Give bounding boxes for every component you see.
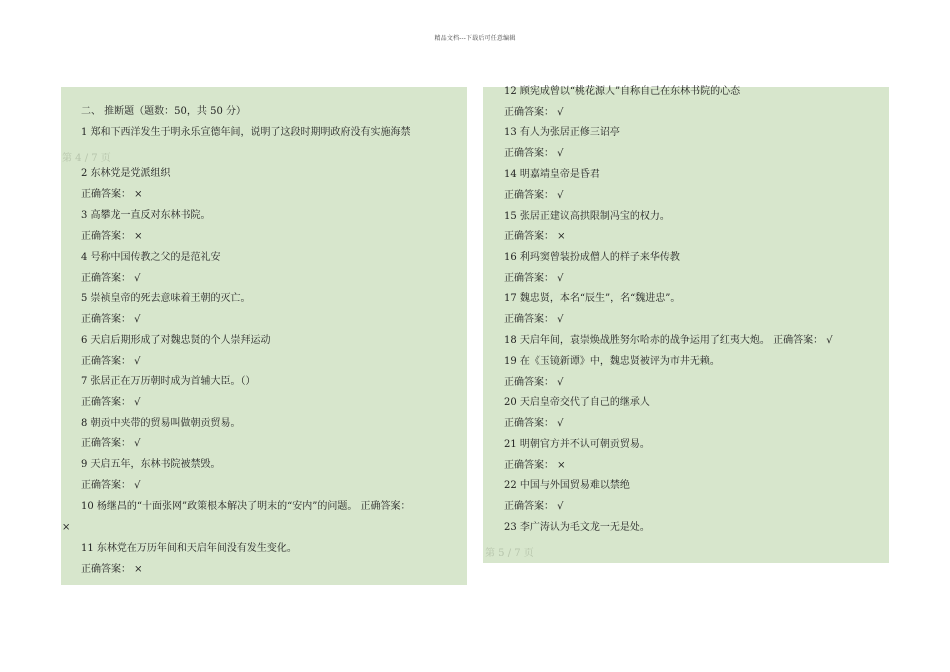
left-question-line: × [62,522,71,533]
right-question-line: 正确答案： √ [504,148,564,159]
right-question-line: 22 中国与外国贸易难以禁绝 [504,480,630,491]
left-question-line: 7 张居正在万历朝时成为首辅大臣。（） [81,376,256,387]
right-question-line: 正确答案： × [504,460,566,471]
right-question-line: 正确答案： √ [504,418,564,429]
left-question-line: 正确答案： √ [81,397,141,408]
right-question-line: 正确答案： √ [504,501,564,512]
left-question-line: 正确答案： √ [81,273,141,284]
left-question-line: 正确答案： × [81,564,143,575]
right-question-line: 23 李广涛认为毛文龙一无是处。 [504,522,650,533]
page-header: 精品文档---下载后可任意编辑 [434,35,516,42]
left-question-line: 正确答案： √ [81,480,141,491]
left-question-line: 正确答案： √ [81,314,141,325]
left-question-line: 4 号称中国传教之父的是范礼安 [81,252,221,263]
right-question-line: 12 顾宪成曾以“桃花源人”自称自己在东林书院的心态 [504,86,741,97]
left-question-line: 8 朝贡中夹带的贸易叫做朝贡贸易。 [81,418,241,429]
right-question-line: 正确答案： × [504,231,566,242]
left-question-line: 6 天启后期形成了对魏忠贤的个人崇拜运动 [81,335,271,346]
right-question-line: 17 魏忠贤，本名“辰生”，名“魏进忠”。 [504,293,681,304]
left-question-line: 10 杨继昌的“十面张网”政策根本解决了明末的“安内”的问题。 正确答案： [81,501,411,512]
right-question-line: 正确答案： √ [504,107,564,118]
right-question-line: 14 明嘉靖皇帝是昏君 [504,169,600,180]
left-question-line: 3 高攀龙一直反对东林书院。 [81,210,211,221]
right-question-line: 正确答案： √ [504,273,564,284]
page-marker-left: 第 4 / 7 页 [62,153,111,164]
left-question-line: 正确答案： × [81,231,143,242]
left-question-line: 11 东林党在万历年间和天启年间没有发生变化。 [81,543,297,554]
left-question-line: 9 天启五年，东林书院被禁毁。 [81,459,221,470]
right-question-line: 正确答案： √ [504,314,564,325]
right-question-line: 18 天启年间，袁崇焕战胜努尔哈赤的战争运用了红夷大炮。 正确答案： √ [504,335,833,346]
left-question-line: 正确答案： √ [81,356,141,367]
right-question-line: 正确答案： √ [504,190,564,201]
right-question-line: 13 有人为张居正修三诏亭 [504,127,620,138]
right-question-line: 20 天启皇帝交代了自己的继承人 [504,397,650,408]
right-question-line: 正确答案： √ [504,377,564,388]
page-marker-right: 第 5 / 7 页 [485,548,534,559]
left-question-line: 正确答案： × [81,189,143,200]
left-question-line: 5 崇祯皇帝的死去意味着王朝的灭亡。 [81,293,251,304]
left-question-line: 2 东林党是党派组织 [81,168,171,179]
left-question-line: 二、 推断题（题数：50，共 50 分） [81,106,246,117]
right-question-line: 19 在《玉镜新谭》中，魏忠贤被评为市井无赖。 [504,356,720,367]
right-question-line: 15 张居正建议高拱限制冯宝的权力。 [504,211,670,222]
left-question-line: 1 郑和下西洋发生于明永乐宣德年间，说明了这段时期明政府没有实施海禁 [81,127,411,138]
right-question-line: 21 明朝官方并不认可朝贡贸易。 [504,439,650,450]
left-question-line: 正确答案： √ [81,438,141,449]
right-question-line: 16 利玛窦曾装扮成僧人的样子来华传教 [504,252,680,263]
